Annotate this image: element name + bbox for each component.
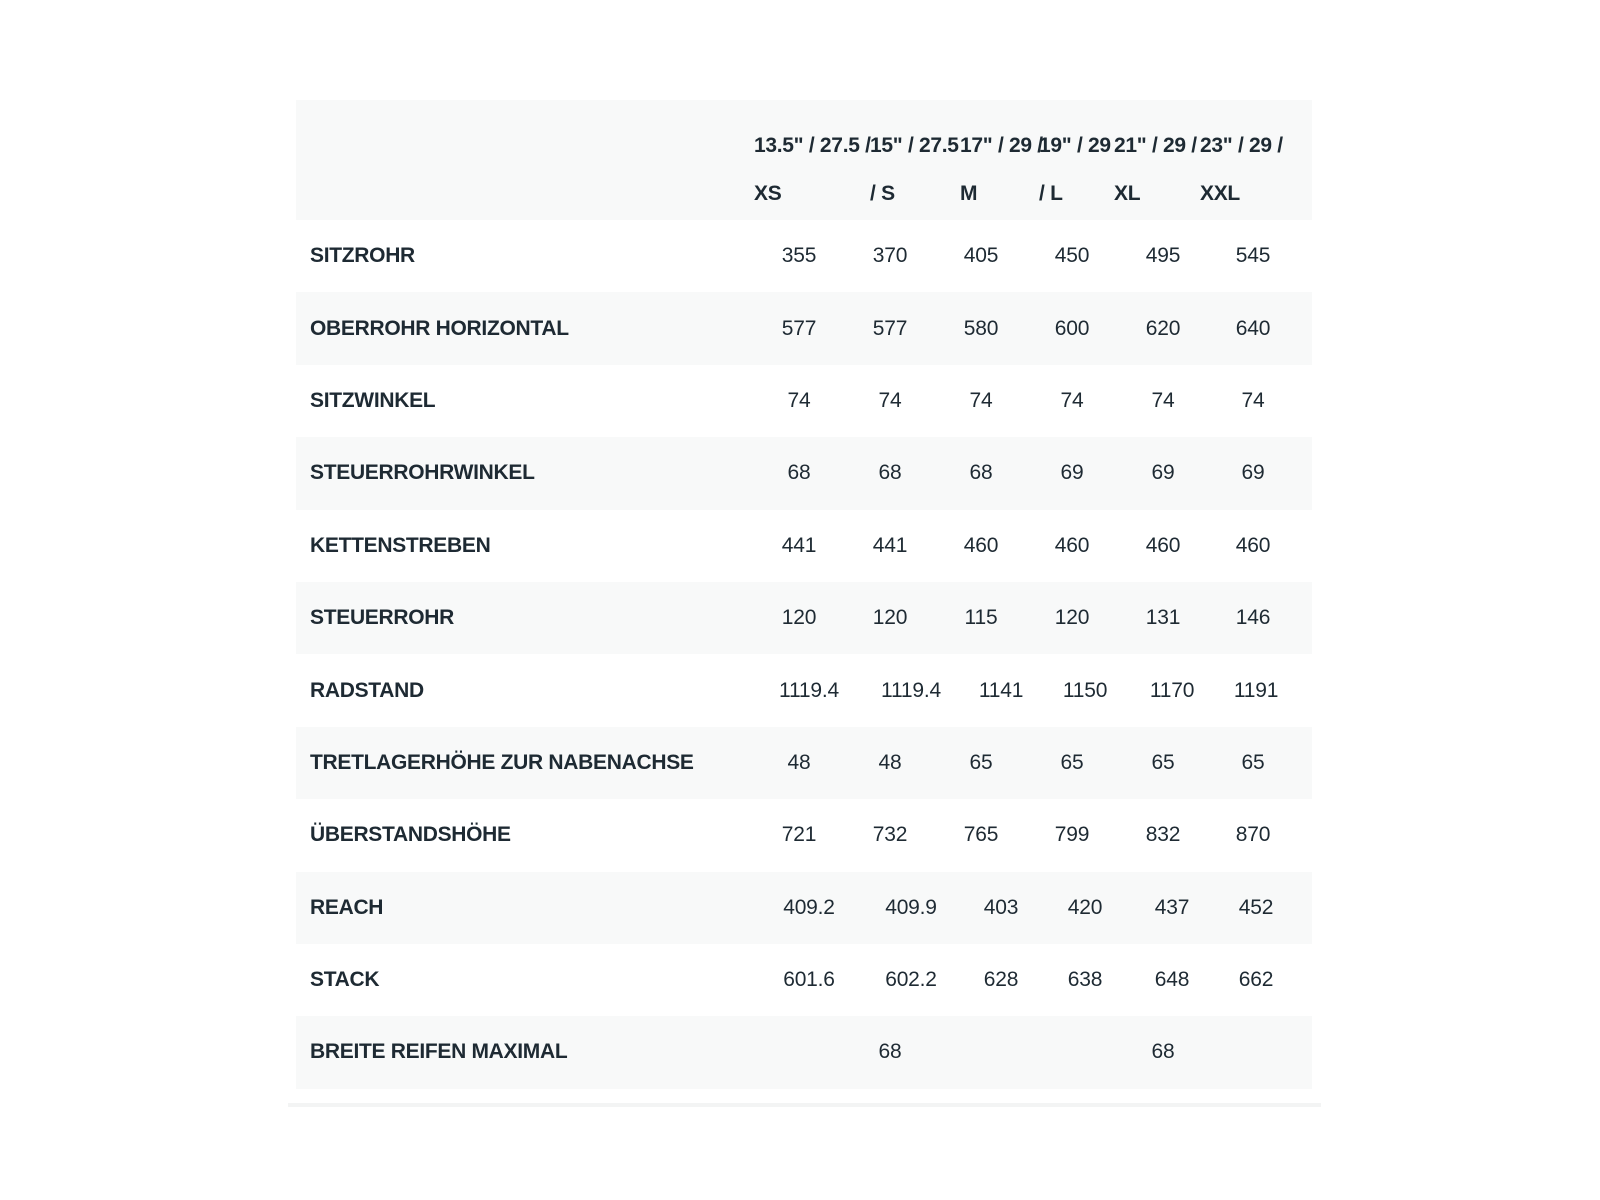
table-cell: 495 xyxy=(1145,244,1181,268)
table-cell: 441 xyxy=(872,533,908,557)
table-cell: 460 xyxy=(1054,533,1090,557)
row-label: ÜBERSTANDSHÖHE xyxy=(310,823,511,847)
table-cell: 403 xyxy=(983,895,1019,919)
table-cell xyxy=(1027,1016,1117,1088)
size-header-line2: XS xyxy=(754,182,782,205)
row-label: STEUERROHRWINKEL xyxy=(310,461,535,485)
table-cell: 69 xyxy=(1151,461,1175,485)
table-cell: 662 xyxy=(1238,968,1274,992)
row-label: SITZROHR xyxy=(310,244,415,268)
table-cell: 648 xyxy=(1154,968,1190,992)
table-cell: 460 xyxy=(963,533,999,557)
table-cell: 620 xyxy=(1145,316,1181,340)
table-cell: 732 xyxy=(872,823,908,847)
table-row xyxy=(296,799,1312,871)
size-header-s xyxy=(870,122,959,218)
table-row xyxy=(296,437,1312,509)
table-cell: 68 xyxy=(787,461,811,485)
table-cell: 74 xyxy=(1060,388,1084,412)
table-header-row xyxy=(296,100,1312,220)
table-cell: 460 xyxy=(1235,533,1271,557)
table-cell: 577 xyxy=(781,316,817,340)
table-cell: 452 xyxy=(1238,895,1274,919)
size-header-xxl xyxy=(1200,122,1283,218)
table-cell: 577 xyxy=(872,316,908,340)
table-row xyxy=(296,292,1312,364)
table-cell: 420 xyxy=(1067,895,1103,919)
table-cell: 120 xyxy=(781,606,817,630)
table-cell: 65 xyxy=(1151,750,1175,774)
size-header-m xyxy=(960,122,1043,218)
table-cell: 355 xyxy=(781,244,817,268)
table-cell: 640 xyxy=(1235,316,1271,340)
table-cell: 460 xyxy=(1145,533,1181,557)
table-cell: 69 xyxy=(1060,461,1084,485)
table-cell: 370 xyxy=(872,244,908,268)
table-row xyxy=(296,654,1312,726)
table-cell: 765 xyxy=(963,823,999,847)
table-cell: 1119.4 xyxy=(881,678,941,702)
table-cell: 1141 xyxy=(978,678,1024,702)
row-label: RADSTAND xyxy=(310,678,424,702)
size-header-line2: / L xyxy=(1039,182,1063,205)
table-cell: 131 xyxy=(1145,606,1181,630)
table-cell: 65 xyxy=(969,750,993,774)
table-cell: 68 xyxy=(878,461,902,485)
table-cell: 146 xyxy=(1235,606,1271,630)
size-header-line1: 17" / 29 / xyxy=(960,134,1043,157)
geometry-table xyxy=(296,100,1312,1089)
size-header-line2: M xyxy=(960,182,978,205)
table-cell: 74 xyxy=(969,388,993,412)
table-cell xyxy=(1208,1016,1298,1088)
table-cell: 69 xyxy=(1241,461,1265,485)
table-cell: 721 xyxy=(781,823,817,847)
table-cell: 68 xyxy=(1151,1040,1175,1064)
table-cell: 1119.4 xyxy=(779,678,839,702)
size-header-xs xyxy=(754,122,871,218)
table-cell: 68 xyxy=(878,1040,902,1064)
table-row xyxy=(296,365,1312,437)
table-cell xyxy=(936,1016,1026,1088)
row-label: SITZWINKEL xyxy=(310,388,436,412)
row-label: KETTENSTREBEN xyxy=(310,533,491,557)
table-cell: 1191 xyxy=(1233,678,1279,702)
table-cell: 68 xyxy=(969,461,993,485)
table-bottom-border xyxy=(288,1103,1321,1107)
table-cell: 409.9 xyxy=(885,895,937,919)
table-cell: 580 xyxy=(963,316,999,340)
table-cell: 602.2 xyxy=(885,968,937,992)
table-row xyxy=(296,220,1312,292)
table-cell: 65 xyxy=(1241,750,1265,774)
size-header-l xyxy=(1039,122,1111,218)
table-cell: 74 xyxy=(878,388,902,412)
table-row xyxy=(296,872,1312,944)
table-row xyxy=(296,582,1312,654)
table-cell: 120 xyxy=(872,606,908,630)
table-cell: 115 xyxy=(964,606,998,630)
table-row xyxy=(296,1016,1312,1088)
size-header-line1: 21" / 29 / xyxy=(1114,134,1197,157)
row-label: TRETLAGERHÖHE ZUR NABENACHSE xyxy=(310,750,694,774)
table-row xyxy=(296,944,1312,1016)
table-cell: 74 xyxy=(1241,388,1265,412)
table-cell: 870 xyxy=(1235,823,1271,847)
table-cell: 545 xyxy=(1235,244,1271,268)
size-header-xl xyxy=(1114,122,1197,218)
table-cell: 437 xyxy=(1154,895,1190,919)
table-cell: 1150 xyxy=(1062,678,1108,702)
size-header-line2: / S xyxy=(870,182,895,205)
table-cell: 450 xyxy=(1054,244,1090,268)
table-cell: 1170 xyxy=(1149,678,1195,702)
row-label: STEUERROHR xyxy=(310,606,455,630)
table-cell: 65 xyxy=(1060,750,1084,774)
table-cell: 638 xyxy=(1067,968,1103,992)
table-cell: 601.6 xyxy=(783,968,835,992)
row-label: OBERROHR HORIZONTAL xyxy=(310,316,569,340)
table-cell: 74 xyxy=(787,388,811,412)
table-cell: 48 xyxy=(878,750,902,774)
table-cell: 405 xyxy=(963,244,999,268)
table-cell: 441 xyxy=(781,533,817,557)
size-header-line1: 15" / 27.5 xyxy=(870,134,959,157)
table-cell: 628 xyxy=(983,968,1019,992)
size-header-line1: 19" / 29 xyxy=(1039,134,1111,157)
row-label: STACK xyxy=(310,968,380,992)
table-cell: 120 xyxy=(1054,606,1090,630)
size-header-line1: 13.5" / 27.5 / xyxy=(754,134,871,157)
size-header-line1: 23" / 29 / xyxy=(1200,134,1283,157)
table-cell: 600 xyxy=(1054,316,1090,340)
table-row xyxy=(296,510,1312,582)
table-cell: 409.2 xyxy=(783,895,835,919)
size-header-line2: XXL xyxy=(1200,182,1240,205)
table-cell: 48 xyxy=(787,750,811,774)
row-label: REACH xyxy=(310,895,384,919)
row-label: BREITE REIFEN MAXIMAL xyxy=(310,1040,568,1064)
table-row xyxy=(296,727,1312,799)
size-header-line2: XL xyxy=(1114,182,1141,205)
table-cell xyxy=(754,1016,844,1088)
table-cell: 832 xyxy=(1145,823,1181,847)
table-cell: 799 xyxy=(1054,823,1090,847)
table-cell: 74 xyxy=(1151,388,1175,412)
